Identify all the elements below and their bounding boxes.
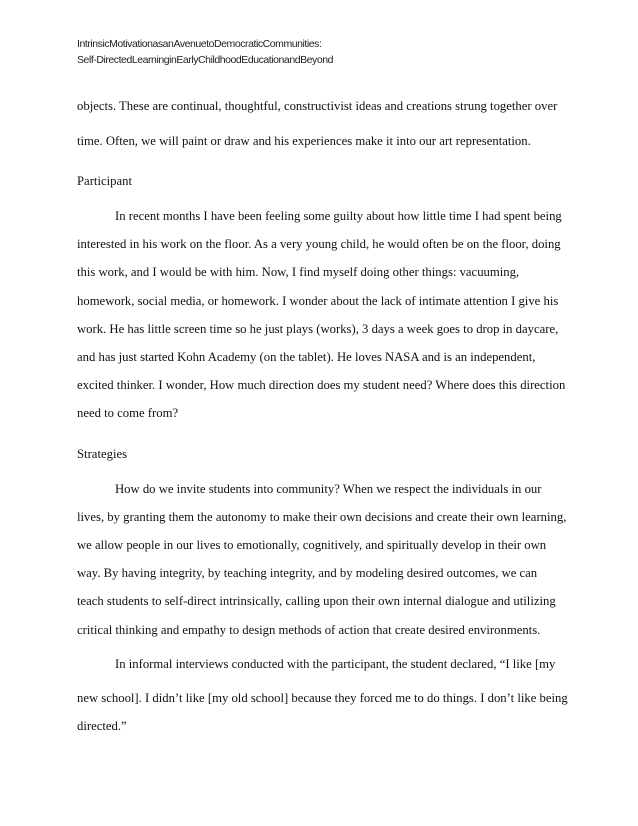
body-line: teach students to self-direct intrinsically, calling upon their own internal dialogue and utilizing [77,594,556,608]
body-line: In recent months I have been feeling some guilty about how little time I had spent being [115,209,562,223]
body-line: How do we invite students into community? When we respect the individuals in our [115,482,542,496]
body-line: interested in his work on the floor. As a very young child, he would often be on the floor, doing [77,237,561,251]
body-line: objects. These are continual, thoughtful, constructivist ideas and creations strung together over [77,99,558,113]
section-heading-strategies: Strategies [77,447,128,461]
body-line: homework, social media, or homework. I wonder about the lack of intimate attention I give his [77,294,559,308]
body-line: directed.” [77,719,127,733]
body-line: excited thinker. I wonder, How much direction does my student need? Where does this direction [77,378,566,392]
body-line: time. Often, we will paint or draw and his experiences make it into our art representation. [77,134,531,148]
body-line: work. He has little screen time so he just plays (works), 3 days a week goes to drop in daycare, [77,322,559,336]
body-line: we allow people in our lives to emotionally, cognitively, and spiritually develop in their own [77,538,547,552]
running-header [77,36,577,68]
body-line: way. By having integrity, by teaching integrity, and by modeling desired outcomes, we can [77,566,538,580]
body-line: need to come from? [77,406,179,420]
body-line: and has just started Kohn Academy (on the tablet). He loves NASA and is an independent, [77,350,536,364]
body-line: lives, by granting them the autonomy to make their own decisions and create their own learning, [77,510,567,524]
body-line: critical thinking and empathy to design methods of action that create desired environments. [77,623,541,637]
header-title-line-1: IntrinsicMotivationasanAvenuetoDemocraticCommunities: [77,38,322,50]
body-line: new school]. I didn’t like [my old school] because they forced me to do things. I don’t like being [77,691,568,705]
section-heading-participant: Participant [77,174,132,188]
body-line: In informal interviews conducted with the participant, the student declared, “I like [my [115,657,556,671]
body-line: this work, and I would be with him. Now, I find myself doing other things: vacuuming, [77,265,520,279]
header-title-line-2: Self-DirectedLearninginEarlyChildhoodEducationandBeyond [77,54,334,66]
